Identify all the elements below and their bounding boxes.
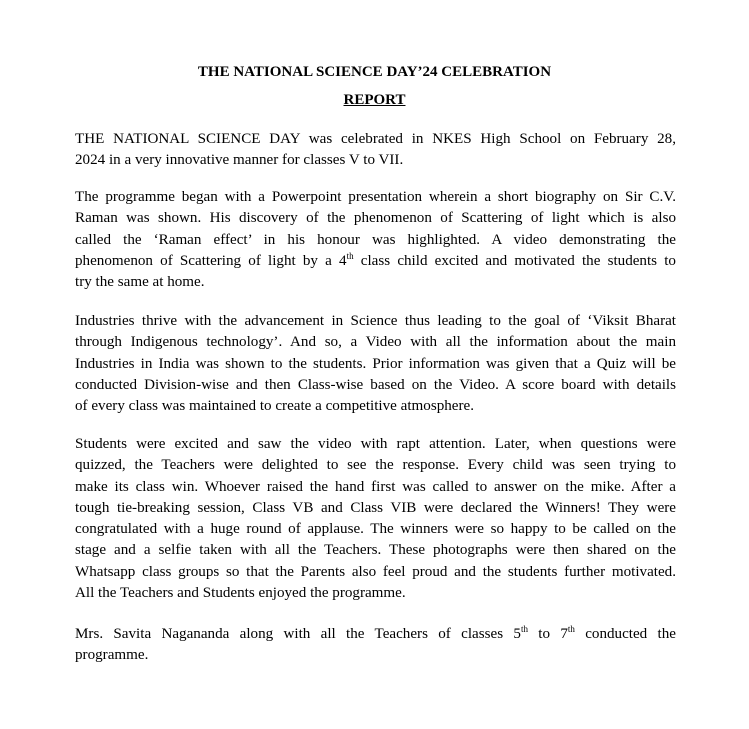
text-line: called the ‘Raman effect’ in his honour was highlighted. A video demonstrating the <box>75 231 676 248</box>
text-line: THE NATIONAL SCIENCE DAY was celebrated in NKES High School on February 28, <box>75 131 676 147</box>
text-line: Raman was shown. His discovery of the phenomenon of Scattering of light which is also <box>75 210 676 227</box>
report-title: THE NATIONAL SCIENCE DAY’24 CELEBRATION <box>197 64 552 80</box>
text-line: through Indigenous technology’. And so, a Video with all the information about the main <box>75 334 676 351</box>
text-line: conducted Division-wise and then Class-wise based on the Video. A score board with details <box>75 376 676 393</box>
text-line: programme. <box>75 647 149 664</box>
text-line: try the same at home. <box>75 274 205 291</box>
text-line: Industries in India was shown to the students. Prior information was given that a Quiz will be <box>75 355 676 372</box>
text-line: make its class win. Whoever raised the hand first was called to answer on the mike. After a <box>75 478 676 495</box>
text-line: congratulated with a huge round of applause. The winners were so happy to be called on the <box>75 521 676 538</box>
text-line: Students were excited and saw the video with rapt attention. Later, when questions were <box>75 436 676 452</box>
text-segment: Mrs. Savita Nagananda along with all the Teachers of classes 5 <box>75 626 521 642</box>
text-line: Industries thrive with the advancement in Science thus leading to the goal of ‘Viksit Bharat <box>75 313 676 329</box>
text-line <box>75 251 676 272</box>
text-segment: conducted the <box>574 626 676 642</box>
paragraph-quiz <box>75 434 676 604</box>
text-line: 2024 in a very innovative manner for classes V to VII. <box>75 152 404 169</box>
paragraph-programme <box>75 187 676 293</box>
paragraph-industries <box>75 311 676 417</box>
ordinal-suffix: th <box>520 623 528 634</box>
ordinal-suffix: th <box>567 623 575 634</box>
paragraph-conclusion <box>75 624 676 667</box>
text-segment: phenomenon of Scattering of light by a 4 <box>75 252 347 269</box>
ordinal-suffix: th <box>346 250 354 261</box>
report-subtitle: REPORT <box>343 92 406 108</box>
text-line: stage and a selfie taken with all the Teachers. These photographs were then shared on the <box>75 542 676 559</box>
text-line: quizzed, the Teachers were delighted to see the response. Every child was seen trying to <box>75 457 676 474</box>
text-line: of every class was maintained to create a competitive atmosphere. <box>75 398 474 415</box>
text-line: All the Teachers and Students enjoyed the programme. <box>75 585 406 602</box>
text-segment: to 7 <box>527 626 568 642</box>
paragraph-intro <box>75 129 676 172</box>
text-segment: class child excited and motivated the students to <box>353 252 676 269</box>
text-line: tough tie-breaking session, Class VB and Class VIB were declared the Winners! They were <box>75 499 676 516</box>
text-line: Whatsapp class groups so that the Parents also feel proud and the students further motivated. <box>75 563 676 580</box>
text-line <box>75 624 676 645</box>
text-line: The programme began with a Powerpoint presentation wherein a short biography on Sir C.V. <box>75 189 676 205</box>
